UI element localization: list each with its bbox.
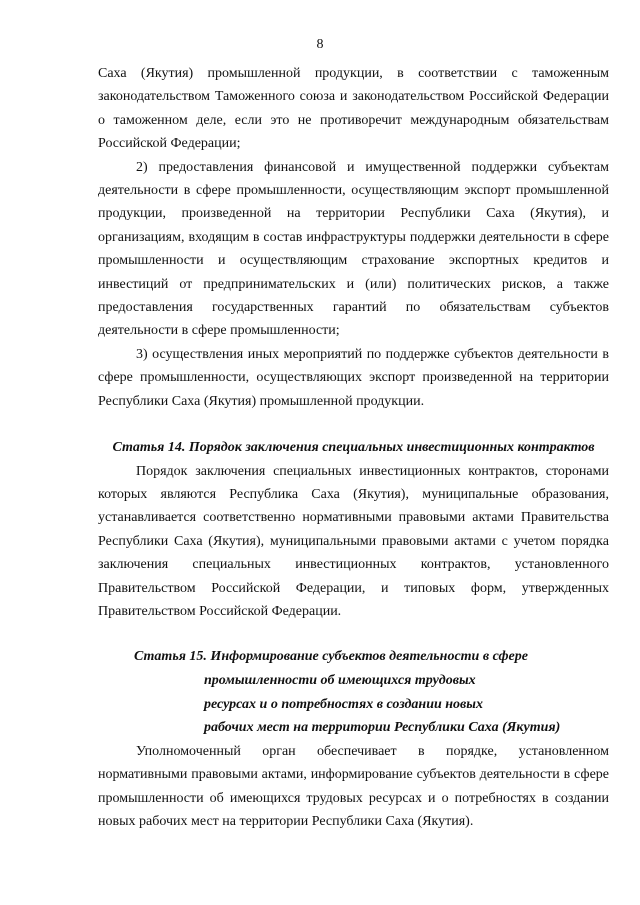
paragraph-other-measures: 3) осуществления иных мероприятий по поддержке субъектов деятельности в сфере промышленности, осуществляющих экспорт произведенной на территории Республики Саха (Якутия) промышленной продукции.: [98, 346, 609, 409]
article-15-heading: [98, 645, 609, 739]
paragraph-export-customs: Саха (Якутия) промышленной продукции, в соответствии с таможенным законодательством Таможенного союза и законодательством Российской Федерации о таможенном деле, если это не противоречит международным обязательствам Российской Федерации;: [98, 66, 609, 152]
document-body: [98, 62, 609, 833]
spacer: [98, 413, 609, 436]
article-14-text: Порядок заключения специальных инвестиционных контрактов, сторонами которых являются Республика Саха (Якутия), муниципальные образования, устанавливается соответственно нормативными правовыми актами Правительства Республики Саха (Якутия), муниципальными правовыми актами с учетом порядка заключения специальных инвестиционных контрактов, установленного Правительством Российской Федерации, и типовых форм, утвержденных Правительством Российской Федерации.: [98, 463, 609, 619]
article-15-heading-line: промышленности об имеющихся трудовых: [204, 672, 476, 688]
article-15-heading-line: ресурсах и о потребностях в создании новых: [204, 696, 484, 712]
article-15-text: Уполномоченный орган обеспечивает в порядке, установленном нормативными правовыми актами, информирование субъектов деятельности в сфере промышленности об имеющихся трудовых ресурсах и о потребностях в создании новых рабочих мест на территории Республики Саха (Якутия).: [98, 743, 609, 829]
article-15-heading-line: Статья 15. Информирование субъектов деятельности в сфере: [134, 649, 528, 665]
article-14-heading: Статья 14. Порядок заключения специальных инвестиционных контрактов: [112, 440, 595, 456]
article-15-heading-line: рабочих мест на территории Республики Саха (Якутия): [204, 720, 561, 736]
page-number: 8: [316, 37, 324, 52]
spacer: [98, 623, 609, 645]
paragraph-financial-support: 2) предоставления финансовой и имущественной поддержки субъектам деятельности в сфере промышленности, осуществляющим экспорт промышленной продукции, произведенной на территории Республики Саха (Якутия), и организациям, входящим в состав инфраструктуры поддержки деятельности в сфере промышленности и осуществляющим страхование экспортных кредитов и инвестиций от предпринимательских и (или) политических рисков, а также предоставления государственных гарантий по обязательствам субъектов деятельности в сфере промышленности;: [98, 159, 609, 339]
